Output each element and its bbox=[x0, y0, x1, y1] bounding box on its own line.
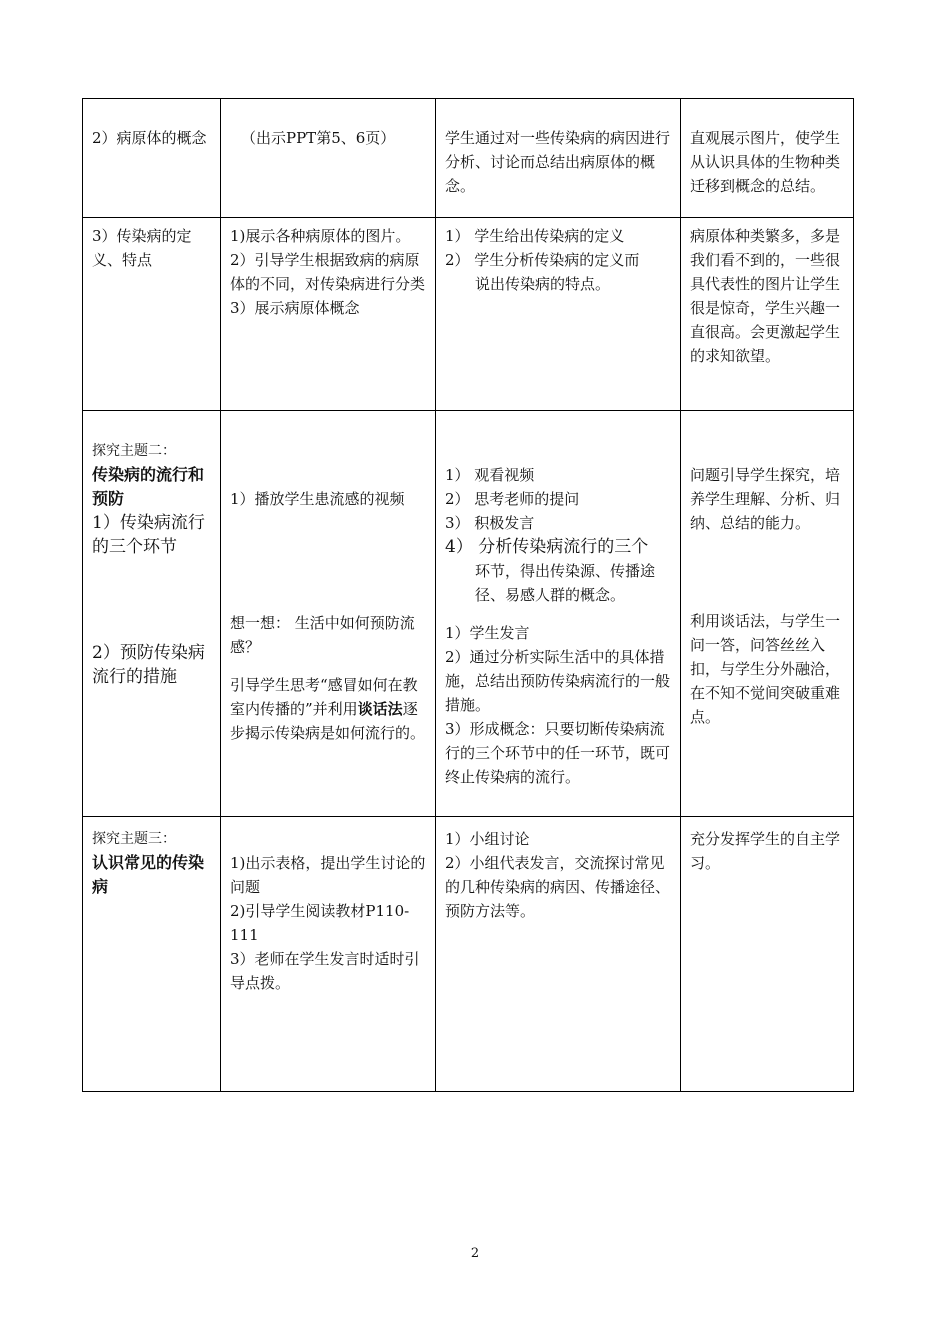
student-activity-cell: 1）小组讨论 2）小组代表发言，交流探讨常见的几种传染病的病因、传播途径、预防方法等。 bbox=[436, 817, 681, 1092]
design-intent-cell: 直观展示图片，使学生从认识具体的生物种类迁移到概念的总结。 bbox=[681, 99, 854, 218]
table-row bbox=[83, 411, 854, 817]
teacher-activity-cell: 1）播放学生患流感的视频 想一想： 生活中如何预防流感？ 引导学生思考“感冒如何在教室内传播的”并利用谈话法逐步揭示传染病是如何流行的。 bbox=[221, 411, 436, 817]
table-row bbox=[83, 218, 854, 411]
table-row bbox=[83, 817, 854, 1092]
topic-cell: 探究主题三： 认识常见的传染病 bbox=[83, 817, 221, 1092]
topic-cell: 探究主题二： 传染病的流行和预防 1）传染病流行的三个环节 2）预防传染病流行的措施 bbox=[83, 411, 221, 817]
student-activity-cell: 1） 学生给出传染病的定义 2） 学生分析传染病的定义而 说出传染病的特点。 bbox=[436, 218, 681, 411]
table-row bbox=[83, 99, 854, 218]
topic-cell: 2）病原体的概念 bbox=[83, 99, 221, 218]
teacher-activity-cell: 1)展示各种病原体的图片。 2）引导学生根据致病的病原体的不同，对传染病进行分类 3）展示病原体概念 bbox=[221, 218, 436, 411]
teacher-activity-cell: （出示PPT第5、6页） bbox=[221, 99, 436, 218]
student-activity-cell: 1） 观看视频 2） 思考老师的提问 3） 积极发言 4） 分析传染病流行的三个 环节，得出传染源、传播途径、易感人群的概念。 1）学生发言 2）通过分析实际生活中的具体措施，总结出预防传染病流行的一般措施。 3）形成概念：只要切断传染病流行的三个环节中的任一环节，既可终止传染病的流行。 bbox=[436, 411, 681, 817]
design-intent-cell: 充分发挥学生的自主学习。 bbox=[681, 817, 854, 1092]
teacher-activity-cell: 1)出示表格，提出学生讨论的问题 2)引导学生阅读教材P110-111 3）老师在学生发言时适时引导点拨。 bbox=[221, 817, 436, 1092]
lesson-plan-table bbox=[82, 98, 854, 1092]
page-number: 2 bbox=[470, 1246, 480, 1261]
student-activity-cell: 学生通过对一些传染病的病因进行分析、讨论而总结出病原体的概念。 bbox=[436, 99, 681, 218]
design-intent-cell: 病原体种类繁多，多是我们看不到的，一些很具代表性的图片让学生很是惊奇，学生兴趣一直很高。会更激起学生的求知欲望。 bbox=[681, 218, 854, 411]
topic-cell: 3）传染病的定义、特点 bbox=[83, 218, 221, 411]
design-intent-cell: 问题引导学生探究，培养学生理解、分析、归纳、总结的能力。 利用谈话法，与学生一问一答，问答丝丝入扣，与学生分外融洽，在不知不觉间突破重难点。 bbox=[681, 411, 854, 817]
